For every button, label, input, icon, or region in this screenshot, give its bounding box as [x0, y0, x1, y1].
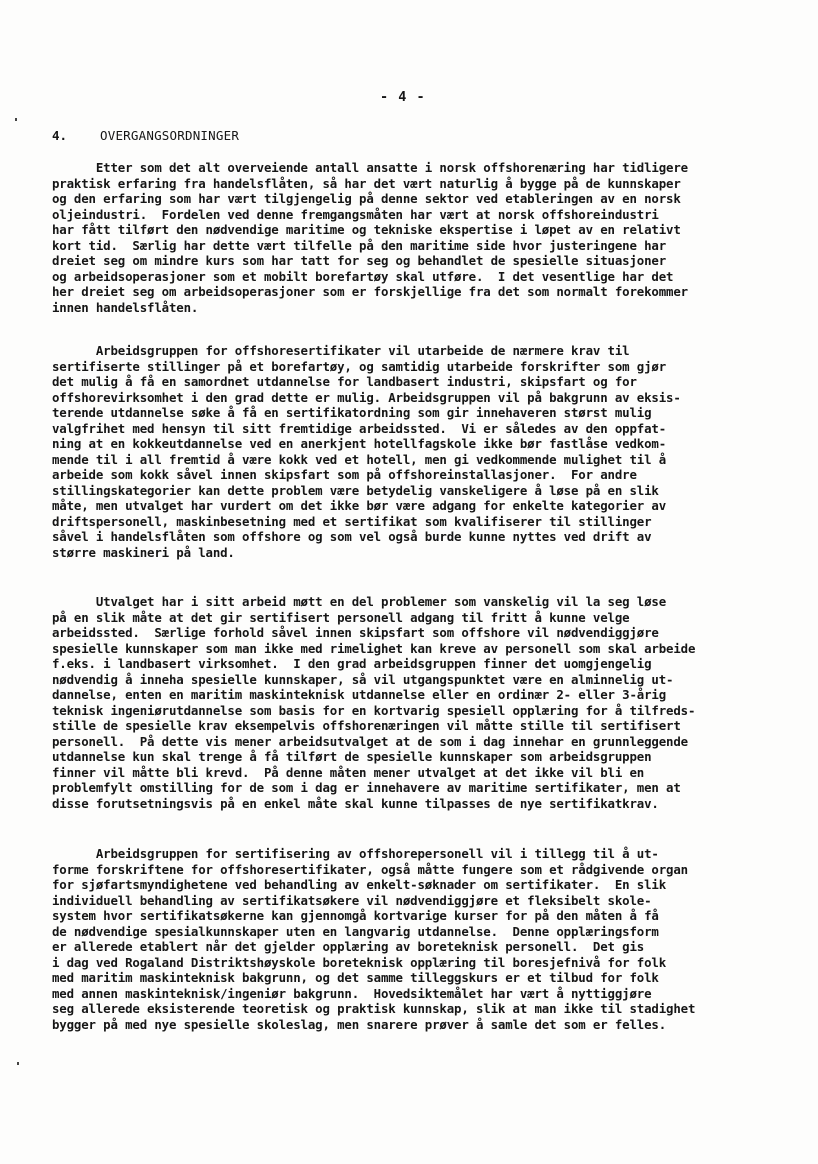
text-line: og arbeidsoperasjoner som et mobilt borefartøy skal utføre. I det vesentlige har det — [52, 268, 674, 284]
text-line: disse forutsetningsvis på en enkel måte skal kunne tilpasses de nye sertifikatkrav. — [52, 795, 659, 811]
text-line: teknisk ingeniørutdannelse som basis for en kortvarig spesiell opplæring for å tilfreds- — [52, 702, 696, 718]
paragraph — [52, 160, 792, 315]
paragraph — [52, 594, 792, 811]
text-line: er allerede etablert når det gjelder opplæring av boreteknisk personell. Det gis — [52, 939, 645, 954]
text-line: større maskineri på land. — [52, 544, 235, 560]
text-line: Utvalget har i sitt arbeid møtt en del problemer som vanskelig vil la seg løse — [52, 594, 667, 609]
text-line: de nødvendige spesialkunnskaper uten en langvarig utdannelse. Denne opplæringsform — [52, 923, 659, 939]
text-line: dreiet seg om mindre kurs som har tatt for seg og behandlet de spesielle situasjoner — [52, 253, 667, 268]
text-line: driftspersonell, maskinbesetning med et sertifikat som kvalifiserer til stillinger — [52, 513, 652, 529]
text-line: forme forskriftene for offshoresertifikater, også måtte fungere som et rådgivende organ — [52, 861, 688, 877]
text-line: seg allerede eksisterende teoretisk og praktisk kunnskap, slik at man ikke til stadighet — [52, 1001, 696, 1016]
text-line: finner vil måtte bli krevd. På denne måten mener utvalget at det ikke vil bli en — [52, 764, 645, 780]
text-line: Arbeidsgruppen for sertifisering av offshorepersonell vil i tillegg til å ut- — [52, 846, 659, 861]
text-line: oljeindustri. Fordelen ved denne fremgangsmåten har vært at norsk offshoreindustri — [52, 206, 659, 222]
paragraph — [52, 846, 792, 1032]
margin-mark — [17, 1062, 19, 1065]
text-line: spesielle kunnskaper som man ikke med rimelighet kan kreve av personell som skal arbeide — [52, 640, 696, 656]
text-line: system hvor sertifikatsøkerne kan gjennomgå kortvarige kurser for på den måten å få — [52, 908, 659, 923]
section-heading — [52, 128, 239, 143]
text-line: kort tid. Særlig har dette vært tilfelle på den maritime side hvor justeringene har — [52, 237, 667, 253]
text-line: dannelse, enten en maritim maskinteknisk utdannelse eller en ordinær 2- eller 3-årig — [52, 687, 667, 702]
page-number: - 4 - — [380, 89, 426, 105]
text-line: med annen maskinteknisk/ingeniør bakgrunn. Hovedsiktemålet har vært å nyttiggjøre — [52, 985, 652, 1001]
text-line: bygger på med nye spesielle skoleslag, men snarere prøver å samle det som er felles. — [52, 1016, 667, 1032]
text-line: problemfylt omstilling for de som i dag er innehavere av maritime sertifikater, men at — [52, 780, 681, 795]
section-number: 4. — [52, 128, 68, 143]
text-line: Etter som det alt overveiende antall ansatte i norsk offshorenæring har tidligere — [52, 160, 688, 175]
text-line: med maritim maskinteknisk bakgrunn, og det samme tilleggskurs er et tilbud for folk — [52, 970, 659, 985]
text-line: terende utdannelse søke å få en sertifikatordning som gir innehaveren størst mulig — [52, 405, 652, 420]
text-line: stille de spesielle krav eksempelvis offshorenæringen vil måtte stille til sertifisert — [52, 718, 681, 733]
text-line: offshorevirksomhet i den grad dette er mulig. Arbeidsgruppen vil på bakgrunn av eksis- — [52, 389, 681, 405]
text-line: på en slik måte at det gir sertifisert personell adgang til fritt å kunne velge — [52, 609, 630, 625]
text-line: Arbeidsgruppen for offshoresertifikater vil utarbeide de nærmere krav til — [52, 343, 630, 358]
text-line: her dreiet seg om arbeidsoperasjoner som er forskjellige fra det som normalt forekommer — [52, 284, 688, 299]
text-line: har fått tilført den nødvendige maritime og tekniske ekspertise i løpet av en relativt — [52, 222, 681, 237]
margin-mark — [15, 118, 17, 121]
text-line: måte, men utvalget har vurdert om det ikke bør være adgang for enkelte kategorier av — [52, 498, 667, 513]
text-line: stillingskategorier kan dette problem være betydelig vanskeligere å løse på en slik — [52, 482, 659, 498]
text-line: ning at en kokkeutdannelse ved en anerkjent hotellfagskole ikke bør fastlåse vedkom- — [52, 436, 667, 451]
text-line: for sjøfartsmyndighetene ved behandling av enkelt-søknader om sertifikater. En slik — [52, 877, 667, 892]
text-line: det mulig å få en samordnet utdannelse for landbasert industri, skipsfart og for — [52, 374, 637, 389]
text-line: nødvendig å inneha spesielle kunnskaper, så vil utgangspunktet være en alminnelig ut- — [52, 671, 674, 687]
section-title: OVERGANGSORDNINGER — [100, 128, 240, 143]
text-line: valgfrihet med hensyn til sitt fremtidige arbeidssted. Vi er således av den oppfat- — [52, 420, 667, 436]
paragraph — [52, 343, 792, 560]
text-line: sertifiserte stillinger på et borefartøy, og samtidig utarbeide forskrifter som gjør — [52, 358, 667, 374]
text-line: i dag ved Rogaland Distriktshøyskole boreteknisk opplæring til boresjefnivå for folk — [52, 954, 667, 970]
text-line: individuell behandling av sertifikatsøkere vil nødvendiggjøre et fleksibelt skole- — [52, 892, 652, 908]
text-line: såvel i handelsflåten som offshore og som vel også burde kunne nyttes ved drift av — [52, 529, 652, 544]
text-line: personell. På dette vis mener arbeidsutvalget at de som i dag innehar en grunnleggende — [52, 733, 688, 749]
text-line: f.eks. i landbasert virksomhet. I den grad arbeidsgruppen finner det uomgjengelig — [52, 656, 652, 671]
text-line: mende til i all fremtid å være kokk ved et hotell, men gi vedkommende mulighet til å — [52, 451, 667, 467]
text-line: innen handelsflåten. — [52, 299, 199, 315]
text-line: arbeide som kokk såvel innen skipsfart som på offshoreinstallasjoner. For andre — [52, 467, 637, 482]
text-line: og den erfaring som har vært tilgjengelig på denne sektor ved etableringen av en norsk — [52, 191, 681, 206]
text-line: utdannelse kun skal trenge å få tilført de spesielle kunnskaper som arbeidsgruppen — [52, 749, 652, 764]
text-line: praktisk erfaring fra handelsflåten, så har det vært naturlig å bygge på de kunnskaper — [52, 175, 681, 191]
text-line: arbeidssted. Særlige forhold såvel innen skipsfart som offshore vil nødvendiggjøre — [52, 625, 659, 640]
